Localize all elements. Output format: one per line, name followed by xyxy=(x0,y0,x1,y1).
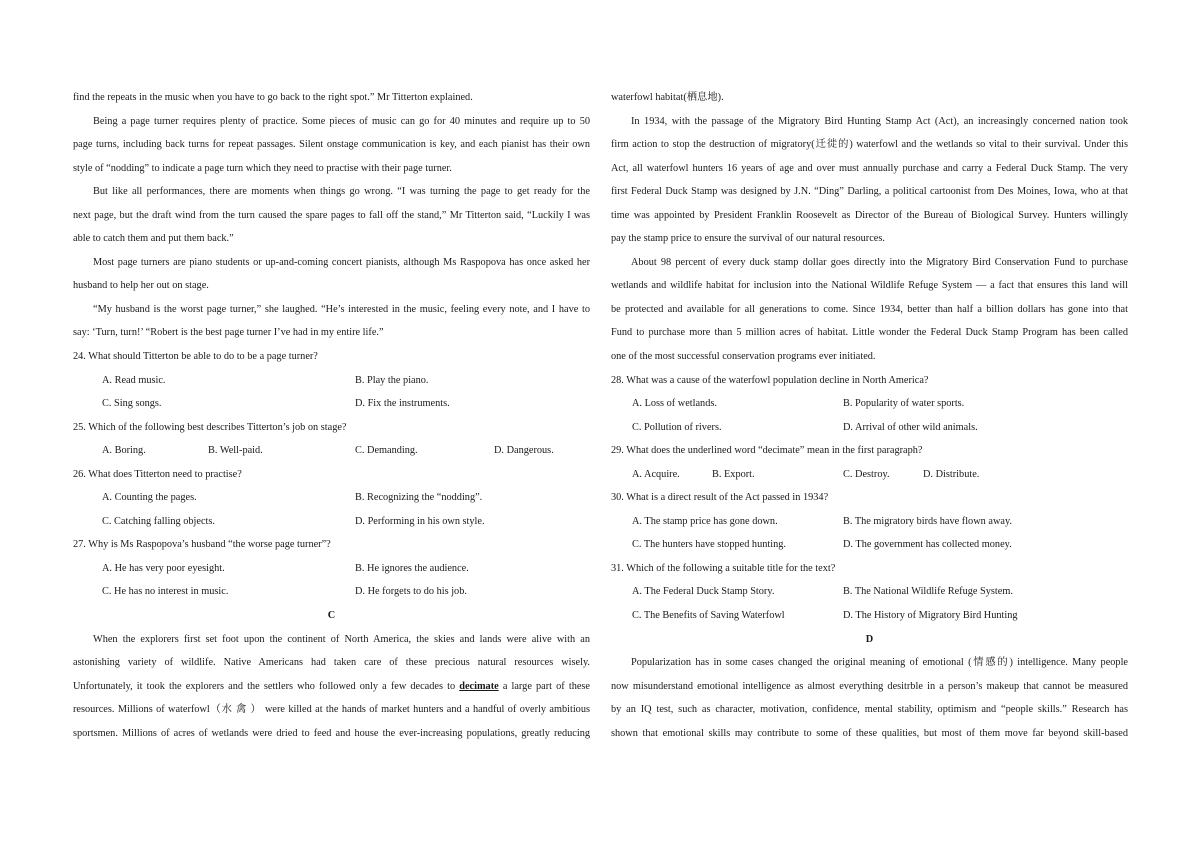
question-27: 27. Why is Ms Raspopova’s husband “the worse page turner”? xyxy=(73,539,331,551)
paragraph-line: able to catch them and put them back.” xyxy=(73,233,234,245)
options-row xyxy=(611,533,1128,557)
paragraph-line: When the explorers first set foot upon the continent of North America, the skies and lands were alive with an xyxy=(93,633,590,645)
option-a: A. The stamp price has gone down. xyxy=(632,515,778,527)
question-25: 25. Which of the following best describes Titterton’s job on stage? xyxy=(73,421,347,433)
paragraph-line: now misunderstand emotional intelligence as almost everything desitrble in a person’s makeup that cannot be measured xyxy=(611,680,1128,692)
option-d: D. Fix the instruments. xyxy=(355,398,450,410)
paragraph-line: one of the most successful conservation programs ever initiated. xyxy=(611,351,876,363)
option-d: D. Dangerous. xyxy=(494,445,554,457)
option-c: C. Pollution of rivers. xyxy=(632,421,722,433)
option-a: A. Loss of wetlands. xyxy=(632,398,717,410)
options-row xyxy=(73,439,590,463)
options-row xyxy=(611,392,1128,416)
question-31: 31. Which of the following a suitable title for the text? xyxy=(611,562,836,574)
option-a: A. Acquire. xyxy=(632,468,680,480)
options-row xyxy=(611,510,1128,534)
paragraph-line: But like all performances, there are moments when things go wrong. “I was turning the page to get ready for the xyxy=(93,186,590,198)
paragraph-line: wetlands and wildlife habitat for inclusion into the National Wildlife Refuge System — a fact that ensures this land will xyxy=(611,280,1128,292)
option-d: D. Distribute. xyxy=(923,468,980,480)
paragraph-line xyxy=(73,675,590,699)
option-c: C. Sing songs. xyxy=(102,398,162,410)
options-row xyxy=(73,557,590,581)
paragraph-line: Most page turners are piano students or up-and-coming concert pianists, although Ms Raspopova has once asked her xyxy=(93,256,590,268)
section-heading-c: C xyxy=(327,610,336,622)
options-row xyxy=(73,369,590,393)
option-c: C. The Benefits of Saving Waterfowl xyxy=(632,610,785,622)
question-26: 26. What does Titterton need to practise? xyxy=(73,468,242,480)
option-b: B. He ignores the audience. xyxy=(355,562,469,574)
option-a: A. The Federal Duck Stamp Story. xyxy=(632,586,775,598)
option-c: C. Demanding. xyxy=(355,445,418,457)
option-a: A. Counting the pages. xyxy=(102,492,197,504)
options-row xyxy=(73,392,590,416)
options-row xyxy=(611,580,1128,604)
options-row xyxy=(611,463,1128,487)
right-column xyxy=(611,86,1128,745)
option-c: C. Destroy. xyxy=(843,468,890,480)
option-d: D. He forgets to do his job. xyxy=(355,586,467,598)
paragraph-line: husband to help her out on stage. xyxy=(73,280,209,292)
question-28: 28. What was a cause of the waterfowl population decline in North America? xyxy=(611,374,929,386)
option-c: C. Catching falling objects. xyxy=(102,515,215,527)
options-row xyxy=(73,580,590,604)
section-heading-d: D xyxy=(865,633,874,645)
option-b: B. Export. xyxy=(712,468,755,480)
paragraph-line: Act, all waterfowl hunters 16 years of age and over must annually purchase and carry a Federal Duck Stamp. The very xyxy=(611,162,1128,174)
paragraph-line: next page, but the draft wind from the turn caused the spare pages to fall off the stand,” Mr Titterton said, “Luckily I was xyxy=(73,209,590,221)
paragraph-line: About 98 percent of every duck stamp dollar goes directly into the Migratory Bird Conservation Fund to purchase xyxy=(631,256,1128,268)
option-a: A. He has very poor eyesight. xyxy=(102,562,225,574)
paragraph-line: waterfowl habitat(栖息地). xyxy=(611,92,724,103)
question-24: 24. What should Titterton be able to do to be a page turner? xyxy=(73,351,318,363)
options-row xyxy=(611,604,1128,628)
option-d: D. Arrival of other wild animals. xyxy=(843,421,978,433)
paragraph-line: astonishing variety of wildlife. Native Americans had taken care of these precious natural resources wisely. xyxy=(73,657,590,669)
paragraph-line: time was appointed by President Franklin Roosevelt as Director of the Bureau of Biological Survey. Hunters willingly xyxy=(611,209,1128,221)
option-a: A. Boring. xyxy=(102,445,146,457)
option-b: B. Well-paid. xyxy=(208,445,263,457)
option-b: B. The migratory birds have flown away. xyxy=(843,515,1012,527)
options-row xyxy=(73,486,590,510)
options-row xyxy=(611,416,1128,440)
option-b: B. Recognizing the “nodding”. xyxy=(355,492,483,504)
paragraph-line: by an IQ test, such as character, motivation, confidence, mental stability, optimism and “people skills.” Research has xyxy=(611,704,1128,716)
left-column xyxy=(73,86,590,745)
paragraph-line: shown that emotional skills may contribute to some of these qualities, but most of them move far beyond skill-based xyxy=(611,727,1128,739)
options-row xyxy=(73,510,590,534)
option-d: D. The History of Migratory Bird Hunting xyxy=(843,610,1018,622)
paragraph-line: first Federal Duck Stamp was designed by J.N. “Ding” Darling, a political cartoonist from Des Moines, Iowa, who at that xyxy=(611,186,1128,198)
paragraph-line: be protected and available for all generations to come. Since 1934, better than half a billion dollars has gone into that xyxy=(611,303,1128,315)
question-30: 30. What is a direct result of the Act passed in 1934? xyxy=(611,492,829,504)
option-d: D. Performing in his own style. xyxy=(355,515,485,527)
text-segment: a large part of these xyxy=(502,680,590,692)
paragraph-line: Fund to purchase more than 5 million acres of habitat. Little wonder the Federal Duck Stamp Program has been called xyxy=(611,327,1128,339)
paragraph-line: Being a page turner requires plenty of practice. Some pieces of music can go for 40 minutes and require up to 50 xyxy=(93,115,590,127)
paragraph-line: Popularization has in some cases changed the original meaning of emotional (情感的) intelligence. Many people xyxy=(631,657,1128,669)
paragraph-line: firm action to stop the destruction of migratory(迁徙的) waterfowl and the wetlands so vital to their survival. Under this xyxy=(611,139,1128,151)
option-c: C. He has no interest in music. xyxy=(102,586,229,598)
paragraph-line: resources. Millions of waterfowl（水 禽 ） were killed at the hands of market hunters and a handful of overly ambitious xyxy=(73,704,590,716)
paragraph-line: style of “nodding” to indicate a page turn which they need to practise with their page turner. xyxy=(73,162,452,174)
option-b: B. Popularity of water sports. xyxy=(843,398,965,410)
text-segment: Unfortunately, it took the explorers and the settlers who followed only a few decades to xyxy=(73,680,456,692)
paragraph-line: say: ‘Turn, turn!’ “Robert is the best page turner I’ve had in my entire life.” xyxy=(73,327,384,339)
option-d: D. The government has collected money. xyxy=(843,539,1012,551)
option-a: A. Read music. xyxy=(102,374,166,386)
option-c: C. The hunters have stopped hunting. xyxy=(632,539,786,551)
paragraph-line: sportsmen. Millions of acres of wetlands were dried to feed and house the ever-increasing populations, greatly reducing xyxy=(73,727,590,739)
paragraph-line: page turns, including back turns for repeat passages. Silent onstage communication is key, and each pianist has their own xyxy=(73,139,590,151)
underlined-word: decimate xyxy=(459,680,499,692)
paragraph-line: find the repeats in the music when you have to go back to the right spot.” Mr Titterton explained. xyxy=(73,92,473,103)
paragraph-line: pay the stamp price to ensure the survival of our natural resources. xyxy=(611,233,885,245)
paragraph-line: “My husband is the worst page turner,” she laughed. “He’s interested in the music, feeling every note, and I have to xyxy=(93,303,590,315)
option-b: B. Play the piano. xyxy=(355,374,429,386)
question-29: 29. What does the underlined word “decimate” mean in the first paragraph? xyxy=(611,445,923,457)
paragraph-line: In 1934, with the passage of the Migratory Bird Hunting Stamp Act (Act), an increasingly concerned nation took xyxy=(631,115,1128,127)
option-b: B. The National Wildlife Refuge System. xyxy=(843,586,1013,598)
